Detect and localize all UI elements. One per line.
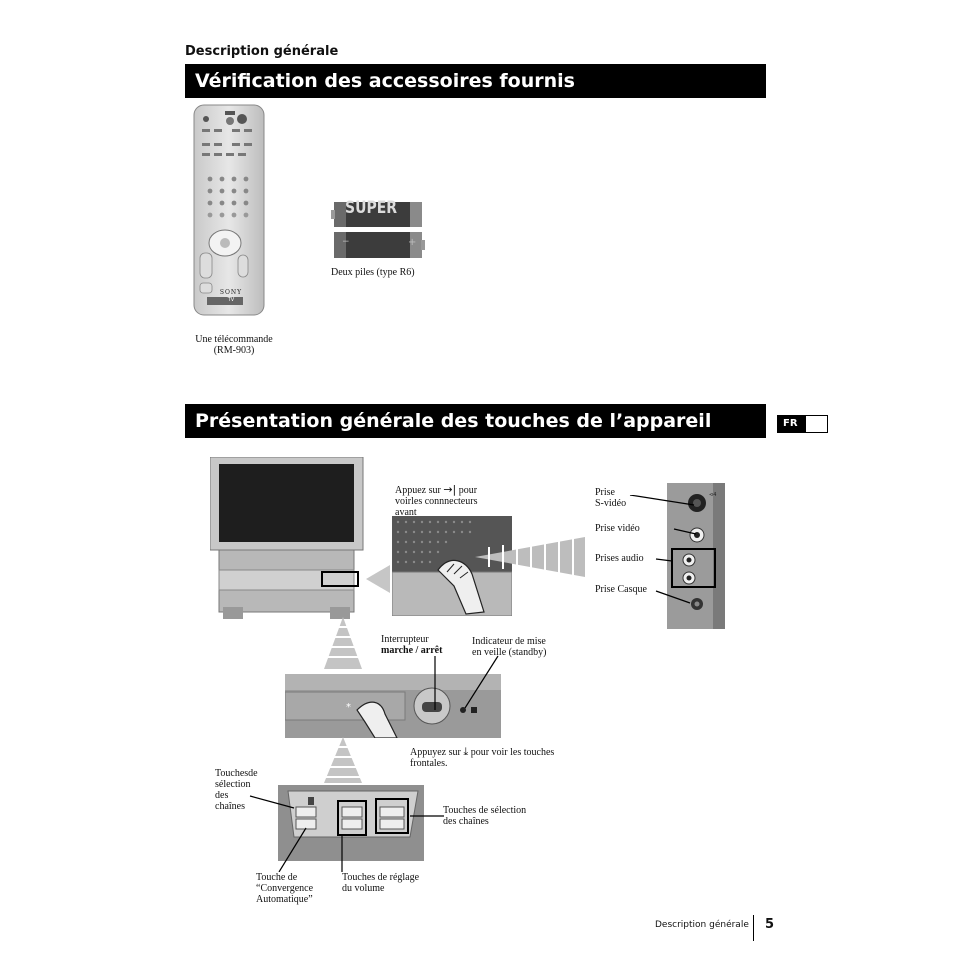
section-header: Description générale (185, 44, 339, 59)
accessories-title: Vérification des accessoires fournis (185, 64, 766, 98)
overview-title: Présentation générale des touches de l’appareil (185, 404, 766, 438)
label-headphone: Prise Casque (595, 584, 647, 595)
batteries-caption: Deux piles (type R6) (331, 267, 415, 278)
remote-caption: Une télécommande (RM-903) (195, 334, 273, 356)
svg-text:−: − (342, 237, 350, 247)
language-tab-box (805, 415, 828, 433)
label-convergence: Touche de “Convergence Automatique” (256, 872, 314, 905)
label-volume: Touches de réglage du volume (342, 872, 420, 894)
button-pointer-lines (248, 794, 448, 872)
front-buttons-note: Appuyez sur ⤓ pour voir les touches frontales. (410, 745, 555, 769)
remote-model-badge: TV (227, 297, 235, 303)
svg-text:+: + (408, 237, 417, 248)
footer-divider (753, 915, 754, 941)
language-tab: FR (777, 415, 805, 433)
label-standby: Indicateur de mise en veille (standby) (472, 636, 547, 658)
open-door-icon: →| (443, 483, 457, 496)
remote-control-image (192, 103, 267, 318)
front-connectors-note: Appuez sur →| pour voirles connnecteurs avant (395, 483, 478, 518)
label-power-switch: Interrupteur marche / arrêt (381, 634, 443, 656)
beam-down-1 (324, 617, 362, 669)
jack-pointer-lines (620, 495, 700, 610)
footer-section-label: Description générale (655, 920, 749, 930)
beam-right (475, 537, 585, 577)
svg-text:*: * (346, 702, 351, 713)
page-number: 5 (765, 917, 775, 932)
remote-brand: SONY (219, 289, 243, 296)
beam-down-2 (324, 737, 362, 783)
panel-pointer-lines (400, 652, 510, 710)
label-video: Prise vidéo (595, 523, 640, 534)
label-channel-right: Touches de sélection des chaînes (443, 805, 527, 827)
svg-text:⊲4: ⊲4 (709, 492, 717, 498)
label-channel-left: Touchesde sélection des chaînes (215, 768, 258, 812)
label-s-video: Prise S-vidéo (595, 487, 627, 509)
push-down-icon: ⤓ (463, 745, 469, 758)
beam-left (366, 565, 390, 593)
battery-brand: SUPER (345, 198, 398, 218)
tv-set-image (210, 457, 365, 622)
label-audio: Prises audio (595, 553, 644, 564)
